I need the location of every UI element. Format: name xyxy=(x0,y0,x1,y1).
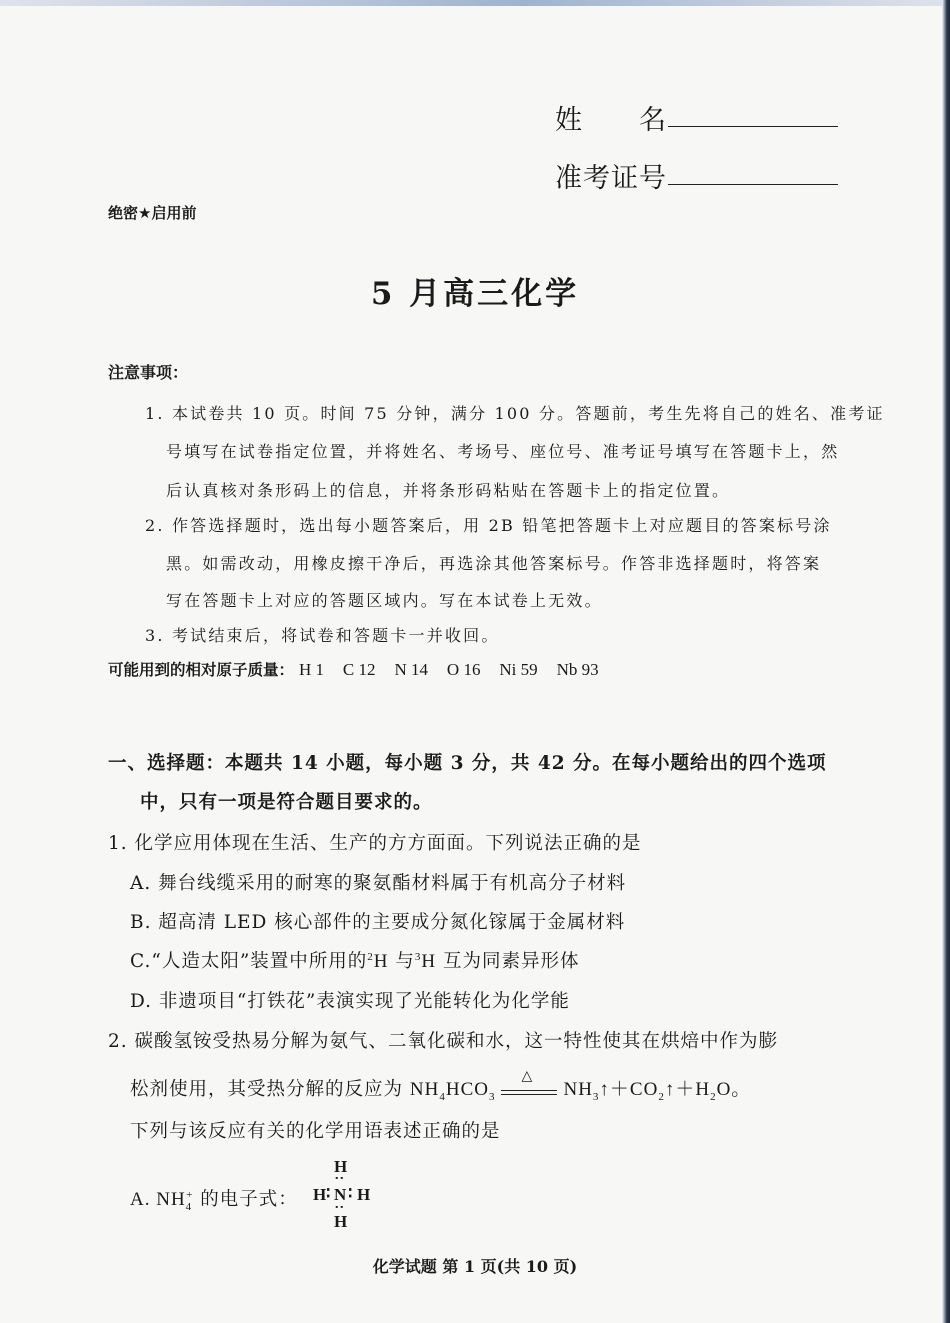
exam-id-label: 准考证号 xyxy=(555,163,667,194)
lewis-h-bottom: H xyxy=(334,1212,348,1231)
isotope-symbol: H xyxy=(421,951,437,972)
mass-item: Ni 59 xyxy=(499,660,538,679)
notice-line: 后认真核对条形码上的信息，并将条形码粘贴在答题卡上的指定位置。 xyxy=(166,481,731,500)
notice-line: 黑。如需改动，用橡皮擦干净后，再选涂其他答案标号。作答非选择题时，将答案 xyxy=(166,554,822,573)
question-1-option-b: B. 超高清 LED 核心部件的主要成分氮化镓属于金属材料 xyxy=(130,912,626,933)
option-c-mid: 与 xyxy=(388,951,415,972)
atomic-masses xyxy=(108,658,613,680)
products-formula: $NH_3↑+CO_2↑+H_2O$。 xyxy=(563,1079,752,1103)
lewis-h-right: H xyxy=(357,1185,371,1204)
atomic-masses-label: 可能用到的相对原子质量： xyxy=(108,661,295,679)
mass-item: C 12 xyxy=(342,660,376,679)
isotope-mass-number: 3 xyxy=(414,950,422,963)
notice-title: 注意事项： xyxy=(108,363,189,382)
ammonium-formula: A. $NH_4^+$ xyxy=(130,1188,194,1213)
notice-line: 2. 作答选择题时，选出每小题答案后，用 2B 铅笔把答题卡上对应题目的答案标号涂 xyxy=(145,516,832,535)
lewis-dots-bottom: ∶ xyxy=(331,1205,347,1209)
question-1-option-a: A. 舞台线缆采用的耐寒的聚氨酯材料属于有机高分子材料 xyxy=(130,873,627,894)
lewis-h-left: H xyxy=(313,1185,327,1204)
mass-item: H 1 xyxy=(298,660,324,679)
notice-line: 3. 考试结束后，将试卷和答题卡一并收回。 xyxy=(145,626,500,645)
scan-right-edge xyxy=(942,0,950,1323)
lewis-dots-right: ∶ xyxy=(348,1184,353,1203)
confidential-mark: 绝密★启用前 xyxy=(108,204,197,222)
notice-line: 1. 本试卷共 10 页。时间 75 分钟，满分 100 分。答题前，考生先将自己的姓名、准考证 xyxy=(145,404,885,423)
notice-line: 写在答题卡上对应的答题区域内。写在本试卷上无效。 xyxy=(166,591,603,610)
isotope-mass-number: 2 xyxy=(367,950,374,963)
name-label: 姓 名 xyxy=(555,105,667,136)
page-title: 5 月高三化学 xyxy=(370,276,580,312)
heat-symbol: △ xyxy=(521,1068,534,1084)
section-heading-cont: 中，只有一项是符合题目要求的。 xyxy=(140,792,433,813)
lewis-dots-top: ∶ xyxy=(331,1176,347,1180)
equation-intro: 松剂使用，其受热分解的反应为 xyxy=(130,1079,410,1100)
name-blank-line xyxy=(668,126,838,127)
exam-id-blank-line xyxy=(668,184,838,185)
option-c-suffix: 互为同素异形体 xyxy=(436,951,580,972)
mass-item: O 16 xyxy=(446,660,481,679)
question-1-option-c xyxy=(130,947,580,973)
option-a-text: 的电子式： xyxy=(193,1189,298,1210)
question-1-stem: 1. 化学应用体现在生活、生产的方方面面。下列说法正确的是 xyxy=(108,833,642,854)
lewis-h-top: H xyxy=(334,1157,348,1176)
isotope-symbol: H xyxy=(373,951,389,972)
page-footer: 化学试题 第 1 页(共 10 页) xyxy=(372,1257,578,1276)
option-c-prefix: C.“人造太阳”装置中所用的 xyxy=(130,951,368,972)
mass-item: N 14 xyxy=(394,660,428,679)
mass-item: Nb 93 xyxy=(556,660,599,679)
question-1-option-d: D. 非遗项目“打铁花”表演实现了光能转化为化学能 xyxy=(130,991,570,1012)
lewis-dots-left: ∶ xyxy=(326,1184,331,1203)
question-2-option-a xyxy=(130,1185,298,1213)
question-2-prompt: 下列与该反应有关的化学用语表述正确的是 xyxy=(130,1121,501,1142)
reactant-formula: $NH_4HCO_3$ xyxy=(409,1079,496,1103)
question-2-stem: 2. 碳酸氢铵受热易分解为氨气、二氧化碳和水，这一特性使其在烘焙中作为膨 xyxy=(108,1031,779,1052)
question-2-equation-line xyxy=(130,1068,752,1103)
lewis-n-center: N xyxy=(334,1185,347,1204)
scan-top-edge xyxy=(0,0,950,6)
notice-line: 号填写在试卷指定位置，并将姓名、考场号、座位号、准考证号填写在答题卡上，然 xyxy=(166,442,840,461)
reaction-condition-arrow xyxy=(501,1068,557,1100)
section-heading: 一、选择题：本题共 14 小题，每小题 3 分，共 42 分。在每小题给出的四个选项 xyxy=(108,753,827,774)
